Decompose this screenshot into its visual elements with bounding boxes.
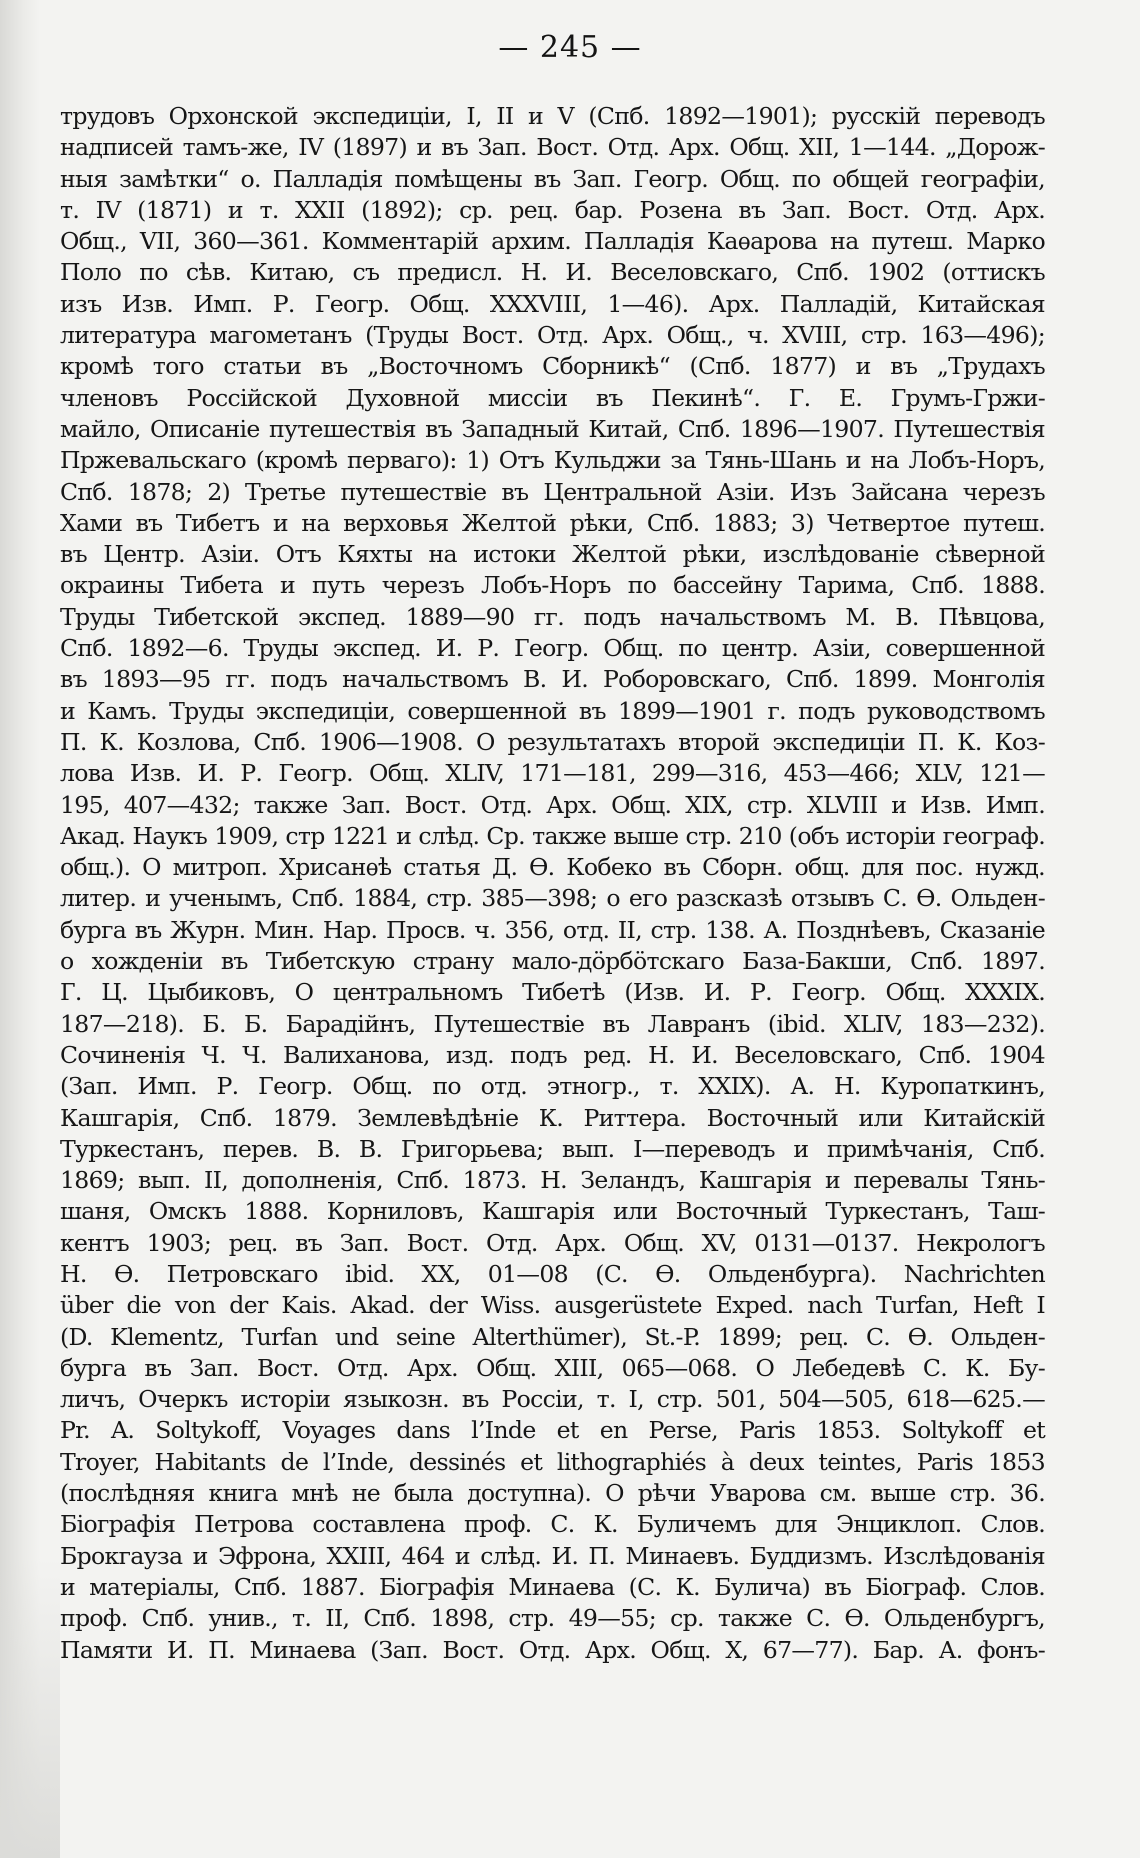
- text-line: и Камъ. Труды экспедиціи, совершенной въ 1899—1901 г. подъ руководствомъ: [60, 696, 1045, 725]
- text-line: кентъ 1903; рец. въ Зап. Вост. Отд. Арх. Общ. XV, 0131—0137. Некрологъ: [60, 1228, 1045, 1257]
- text-line: Troyer, Habitants de l’Inde, dessinés et lithographiés à deux teintes, Paris 1853: [60, 1447, 1045, 1476]
- text-line: Pr. A. Soltykoff, Voyages dans l’Inde et en Perse, Paris 1853. Soltykoff et: [60, 1416, 1045, 1445]
- text-line: Поло по сѣв. Китаю, съ предисл. Н. И. Веселовскаго, Спб. 1902 (оттискъ: [60, 258, 1045, 287]
- text-line: Памяти И. П. Минаева (Зап. Вост. Отд. Арх. Общ. X, 67—77). Бар. А. фонъ-: [60, 1635, 1045, 1664]
- text-line: общ.). О митроп. Хрисанѳѣ статья Д. Ѳ. Кобеко въ Сборн. общ. для пос. нужд.: [60, 853, 1045, 882]
- text-line: Біографія Петрова составлена проф. С. К. Буличемъ для Энциклоп. Слов.: [60, 1510, 1045, 1539]
- text-line: Туркестанъ, перев. В. В. Григорьева; вып. I—переводъ и примѣчанія, Спб.: [60, 1134, 1045, 1163]
- text-line: 195, 407—432; также Зап. Вост. Отд. Арх. Общ. XIX, стр. XLVIII и Изв. Имп.: [60, 790, 1045, 819]
- text-line: проф. Спб. унив., т. II, Спб. 1898, стр. 49—55; ср. также С. Ѳ. Ольденбургъ,: [60, 1604, 1045, 1633]
- text-line: Брокгауза и Эфрона, XXIII, 464 и слѣд. И. П. Минаевъ. Буддизмъ. Изслѣдованія: [60, 1541, 1045, 1570]
- text-line: Хами въ Тибетъ и на верховья Желтой рѣки, Спб. 1883; 3) Четвертое путеш.: [60, 508, 1045, 537]
- text-line: П. К. Козлова, Спб. 1906—1908. О результатахъ второй экспедиціи П. К. Коз-: [60, 727, 1045, 756]
- text-line: (послѣдняя книга мнѣ не была доступна). О рѣчи Уварова см. выше стр. 36.: [60, 1479, 1045, 1508]
- text-line: Акад. Наукъ 1909, стр 1221 и слѣд. Ср. также выше стр. 210 (объ исторіи географ.: [60, 821, 1045, 850]
- text-line: Кашгарія, Спб. 1879. Землевѣдѣніе К. Риттера. Восточный или Китайскій: [60, 1103, 1045, 1132]
- text-line: Н. Ѳ. Петровскаго ibid. XX, 01—08 (С. Ѳ. Ольденбурга). Nachrichten: [60, 1259, 1045, 1288]
- page-corner-shadow: [0, 1558, 60, 1858]
- text-line: литер. и ученымъ, Спб. 1884, стр. 385—398; о его разсказѣ отзывъ С. Ѳ. Ольден-: [60, 884, 1045, 913]
- text-line: Г. Ц. Цыбиковъ, О центральномъ Тибетѣ (Изв. И. Р. Геогр. Общ. XXXIX.: [60, 978, 1045, 1007]
- text-line: ныя замѣтки“ о. Палладія помѣщены въ Зап. Геогр. Общ. по общей географіи,: [60, 164, 1045, 193]
- text-line: 1869; вып. II, дополненія, Спб. 1873. Н. Зеландъ, Кашгарія и перевалы Тянь-: [60, 1166, 1045, 1195]
- text-line: (Зап. Имп. Р. Геогр. Общ. по отд. этногр., т. XXIX). А. Н. Куропаткинъ,: [60, 1072, 1045, 1101]
- text-line: личъ, Очеркъ исторіи языкозн. въ Россіи, т. I, стр. 501, 504—505, 618—625.—: [60, 1385, 1045, 1414]
- text-line: 187—218). Б. Б. Барадійнъ, Путешествіе въ Лавранъ (ibid. XLIV, 183—232).: [60, 1009, 1045, 1038]
- text-line: членовъ Россійской Духовной миссіи въ Пекинѣ“. Г. Е. Грумъ-Гржи-: [60, 383, 1045, 412]
- text-line: окраины Тибета и путь черезъ Лобъ-Норъ по бассейну Тарима, Спб. 1888.: [60, 571, 1045, 600]
- text-line: бурга въ Журн. Мин. Нар. Просв. ч. 356, отд. II, стр. 138. А. Позднѣевъ, Сказаніе: [60, 915, 1045, 944]
- page-number: — 245 —: [498, 30, 642, 65]
- body-text: [60, 101, 1045, 1666]
- text-line: майло, Описаніе путешествія въ Западный Китай, Спб. 1896—1907. Путешествія: [60, 414, 1045, 443]
- text-line: über die von der Kais. Akad. der Wiss. ausgerüstete Exped. nach Turfan, Heft I: [60, 1291, 1045, 1320]
- text-line: въ 1893—95 гг. подъ начальствомъ В. И. Роборовскаго, Спб. 1899. Монголія: [60, 665, 1045, 694]
- text-line: Пржевальскаго (кромѣ перваго): 1) Отъ Кульджи за Тянь-Шань и на Лобъ-Норъ,: [60, 446, 1045, 475]
- text-line: шаня, Омскъ 1888. Корниловъ, Кашгарія или Восточный Туркестанъ, Таш-: [60, 1197, 1045, 1226]
- text-line: Сочиненія Ч. Ч. Валиханова, изд. подъ ред. Н. И. Веселовскаго, Спб. 1904: [60, 1040, 1045, 1069]
- text-line: лова Изв. И. Р. Геогр. Общ. XLIV, 171—181, 299—316, 453—466; XLV, 121—: [60, 759, 1045, 788]
- text-line: (D. Klementz, Turfan und seine Alterthümer), St.-P. 1899; рец. С. Ѳ. Ольден-: [60, 1322, 1045, 1351]
- text-line: въ Центр. Азіи. Отъ Кяхты на истоки Желтой рѣки, изслѣдованіе сѣверной: [60, 540, 1045, 569]
- text-line: надписей тамъ-же, IV (1897) и въ Зап. Вост. Отд. Арх. Общ. XII, 1—144. „Дорож-: [60, 133, 1045, 162]
- text-line: Общ., VII, 360—361. Комментарій архим. Палладія Каѳарова на путеш. Марко: [60, 227, 1045, 256]
- text-line: изъ Изв. Имп. Р. Геогр. Общ. XXXVIII, 1—46). Арх. Палладій, Китайская: [60, 289, 1045, 318]
- text-line: трудовъ Орхонской экспедиціи, I, II и V (Спб. 1892—1901); русскій переводъ: [60, 102, 1045, 130]
- text-line: и матеріалы, Спб. 1887. Біографія Минаева (С. К. Булича) въ Біограф. Слов.: [60, 1572, 1045, 1601]
- text-line: Спб. 1892—6. Труды экспед. И. Р. Геогр. Общ. по центр. Азіи, совершенной: [60, 634, 1045, 663]
- text-line: Труды Тибетской экспед. 1889—90 гг. подъ начальствомъ М. В. Пѣвцова,: [60, 602, 1045, 631]
- text-line: бурга въ Зап. Вост. Отд. Арх. Общ. XIII, 065—068. О Лебедевѣ С. К. Бу-: [60, 1353, 1045, 1382]
- text-line: о хожденіи въ Тибетскую страну мало-дӧрбӧтскаго База-Бакши, Спб. 1897.: [60, 947, 1045, 976]
- text-line: т. IV (1871) и т. XXII (1892); ср. рец. бар. Розена въ Зап. Вост. Отд. Арх.: [60, 195, 1045, 224]
- text-line: кромѣ того статьи въ „Восточномъ Сборникѣ“ (Спб. 1877) и въ „Трудахъ: [60, 352, 1045, 381]
- text-line: литература магометанъ (Труды Вост. Отд. Арх. Общ., ч. XVIII, стр. 163—496);: [60, 321, 1045, 350]
- text-line: Спб. 1878; 2) Третье путешествіе въ Центральной Азіи. Изъ Зайсана черезъ: [60, 477, 1045, 506]
